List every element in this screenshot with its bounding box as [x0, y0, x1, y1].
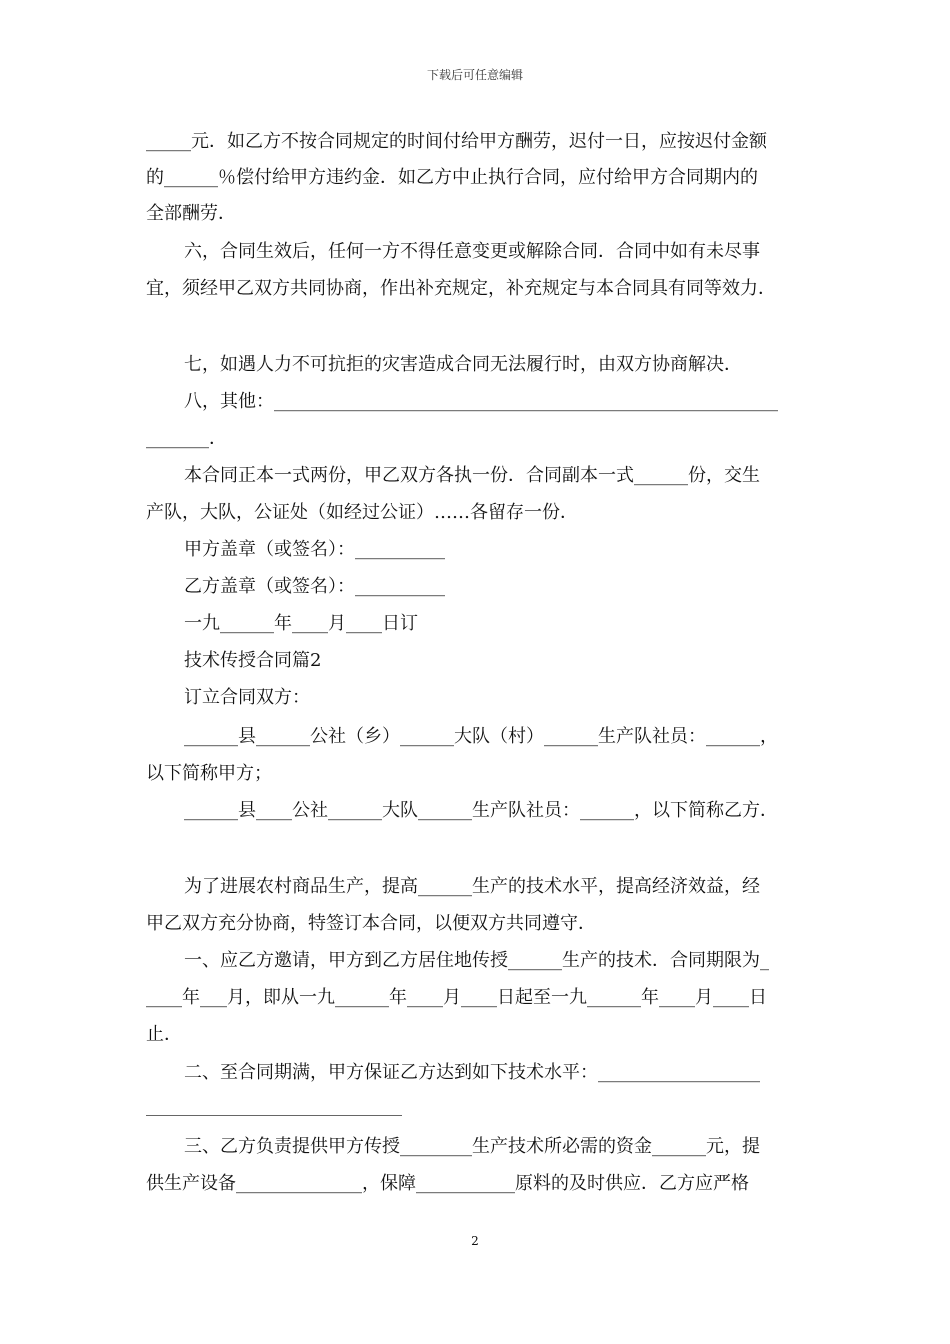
date-line: 一九______年____月____日订: [184, 613, 418, 634]
text-line: 宜，须经甲乙双方共同协商，作出补充规定，补充规定与本合同具有同等效力．: [146, 278, 776, 299]
section-title: 技术传授合同篇2: [184, 650, 322, 671]
text-line: 本合同正本一式两份，甲乙双方各执一份．合同副本一式______份，交生: [184, 465, 760, 486]
signature-line-party-b: 乙方盖章（或签名）：__________: [184, 576, 445, 597]
text-line: ____年___月，即从一九______年____月____日起至一九______年____月____日: [146, 987, 767, 1008]
text-line: 为了进展农村商品生产，提高______生产的技术水平，提高经济效益，经: [184, 876, 760, 897]
page-number: 2: [471, 1234, 479, 1248]
text-line: 甲乙双方充分协商，特签订本合同，以便双方共同遵守．: [146, 913, 596, 934]
text-line: 八，其他：________________________________________________________: [184, 391, 778, 412]
text-line: 的______％偿付给甲方违约金．如乙方中止执行合同，应付给甲方合同期内的: [146, 167, 758, 188]
text-line: 六，合同生效后，任何一方不得任意变更或解除合同．合同中如有未尽事: [184, 241, 760, 262]
text-line: 止．: [146, 1024, 182, 1045]
blank-rule: [146, 1115, 402, 1116]
text-line: ______县____公社______大队______生产队社员：______，以下简称乙方．: [184, 800, 778, 821]
text-line: _______．: [146, 428, 227, 449]
text-line: 三、乙方负责提供甲方传授________生产技术所必需的资金______元，提: [184, 1136, 760, 1157]
page-header: 下载后可任意编辑: [426, 68, 523, 82]
text-line: _____元．如乙方不按合同规定的时间付给甲方酬劳，迟付一日，应按迟付金额: [146, 131, 767, 152]
text-line: 供生产设备______________，保障___________原料的及时供应．乙方应严格: [146, 1173, 749, 1194]
text-line: 产队，大队，公证处（如经过公证）……各留存一份．: [146, 502, 578, 523]
text-line: 七，如遇人力不可抗拒的灾害造成合同无法履行时，由双方协商解决．: [184, 354, 742, 375]
text-line: 以下简称甲方；: [146, 763, 272, 784]
text-line: 一、应乙方邀请，甲方到乙方居住地传授______生产的技术．合同期限为_: [184, 950, 769, 971]
text-line: ______县______公社（乡）______大队（村）______生产队社员：______，: [184, 726, 778, 747]
signature-line-party-a: 甲方盖章（或签名）：__________: [184, 539, 445, 560]
text-line: 二、至合同期满，甲方保证乙方达到如下技术水平：__________________: [184, 1062, 760, 1083]
text-line: 订立合同双方：: [184, 687, 310, 708]
text-line: 全部酬劳．: [146, 203, 236, 224]
